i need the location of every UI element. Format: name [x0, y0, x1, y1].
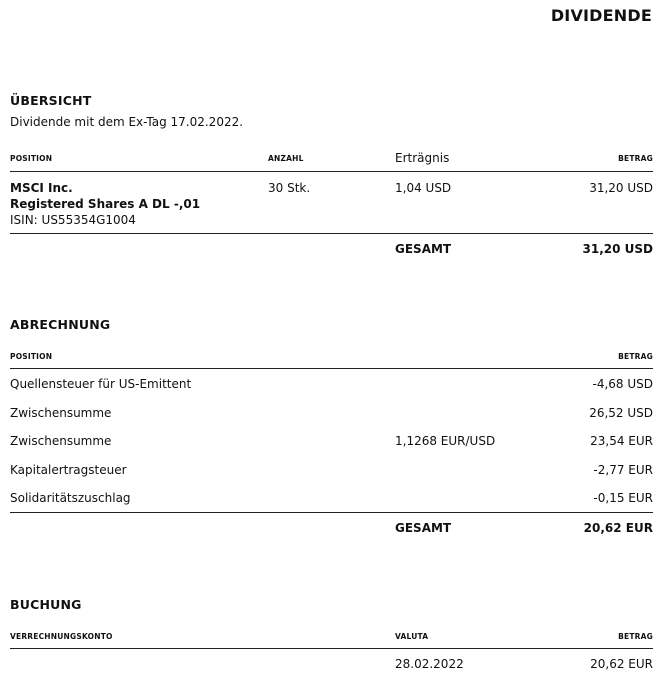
exchange-rate: 1,1268 EUR/USD — [395, 434, 496, 448]
booking-header-value-date: VALUTA — [395, 632, 429, 641]
overview-header-position: POSITION — [10, 154, 53, 163]
overview-total-rule — [10, 233, 653, 234]
security-quantity: 30 Stk. — [268, 181, 311, 195]
document-title: DIVIDENDE — [550, 6, 652, 25]
settlement-row-amount: 26,52 USD — [589, 406, 653, 420]
settlement-row-label: Zwischensumme — [10, 406, 112, 420]
overview-header-rule — [10, 171, 653, 172]
security-amount: 31,20 USD — [589, 181, 653, 195]
settlement-total-value: 20,62 EUR — [583, 521, 653, 535]
overview-total-value: 31,20 USD — [582, 242, 653, 256]
security-name: MSCI Inc. — [10, 181, 73, 195]
settlement-header-rule — [10, 368, 653, 369]
settlement-header-amount: BETRAG — [618, 352, 653, 361]
settlement-row-amount: -4,68 USD — [592, 377, 653, 391]
settlement-header-position: POSITION — [10, 352, 53, 361]
settlement-row-label: Quellensteuer für US-Emittent — [10, 377, 192, 391]
settlement-row-label: Zwischensumme — [10, 434, 112, 448]
settlement-total-rule — [10, 512, 653, 513]
settlement-row-label: Kapitalertragsteuer — [10, 463, 127, 477]
settlement-row-label: Solidaritätszuschlag — [10, 491, 131, 505]
security-yield: 1,04 USD — [395, 181, 452, 195]
settlement-row-amount: 23,54 EUR — [590, 434, 653, 448]
overview-header-yield: Erträgnis — [395, 151, 450, 165]
booking-amount: 20,62 EUR — [590, 657, 653, 671]
settlement-total-label: GESAMT — [395, 521, 452, 535]
booking-header-rule — [10, 648, 653, 649]
overview-total-label: GESAMT — [395, 242, 452, 256]
overview-intro: Dividende mit dem Ex-Tag 17.02.2022. — [10, 115, 244, 129]
settlement-row-amount: -0,15 EUR — [593, 491, 653, 505]
overview-header-quantity: ANZAHL — [268, 154, 304, 163]
booking-header-amount: BETRAG — [618, 632, 653, 641]
security-isin: ISIN: US55354G1004 — [10, 213, 136, 227]
booking-header-account: VERRECHNUNGSKONTO — [10, 632, 113, 641]
settlement-row-amount: -2,77 EUR — [593, 463, 653, 477]
overview-title: ÜBERSICHT — [10, 93, 92, 108]
booking-value-date: 28.02.2022 — [395, 657, 464, 671]
settlement-title: ABRECHNUNG — [10, 317, 111, 332]
overview-header-amount: BETRAG — [618, 154, 653, 163]
security-description: Registered Shares A DL -,01 — [10, 197, 201, 211]
booking-title: BUCHUNG — [10, 597, 82, 612]
